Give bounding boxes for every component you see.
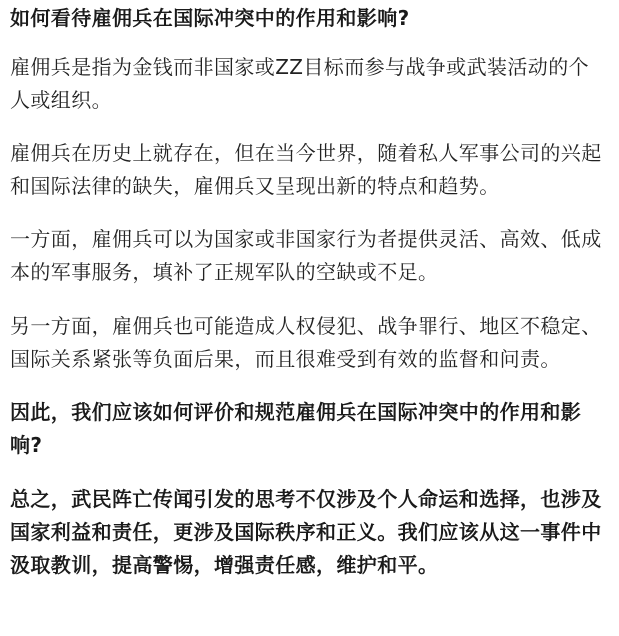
paragraph-benefits: 一方面，雇佣兵可以为国家或非国家行为者提供灵活、高效、低成本的军事服务，填补了正规军队的空缺或不足。 [10,227,602,284]
paragraph-definition: 雇佣兵是指为金钱而非国家或ZZ目标而参与战争或武装活动的个人或组织。 [10,55,590,112]
conclusion-paragraph: 总之，武民阵亡传闻引发的思考不仅涉及个人命运和选择，也涉及国家利益和责任，更涉及国际秩序和正义。我们应该从这一事件中汲取教训，提高警惕，增强责任感，维护和平。 [10,487,602,577]
article-title: 如何看待雇佣兵在国际冲突中的作用和影响? [10,6,410,30]
question-heading: 因此，我们应该如何评价和规范雇佣兵在国际冲突中的作用和影响? [10,400,582,457]
paragraph-history: 雇佣兵在历史上就存在，但在当今世界，随着私人军事公司的兴起和国际法律的缺失，雇佣兵又呈现出新的特点和趋势。 [10,141,602,198]
paragraph-risks: 另一方面，雇佣兵也可能造成人权侵犯、战争罪行、地区不稳定、国际关系紧张等负面后果，而且很难受到有效的监督和问责。 [10,314,602,371]
